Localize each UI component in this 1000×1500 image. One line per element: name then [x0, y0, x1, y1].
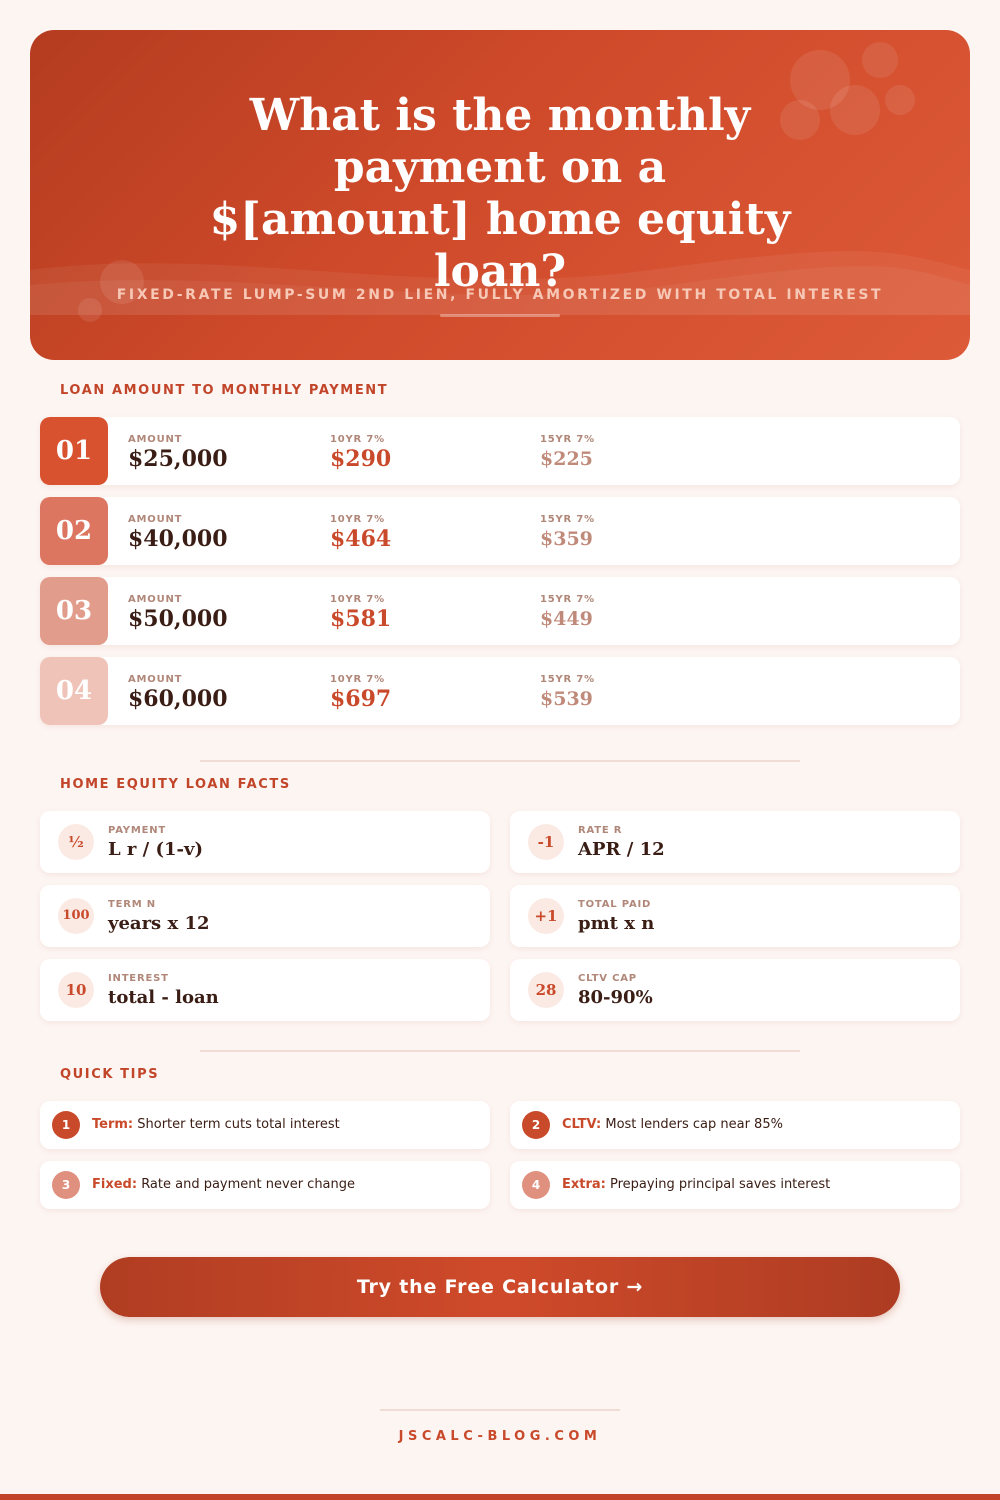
tip-number-badge: 2 [522, 1111, 550, 1139]
page-subtitle: FIXED-RATE LUMP-SUM 2ND LIEN, FULLY AMORTIZED WITH TOTAL INTEREST [116, 287, 884, 303]
tip-card [40, 1161, 490, 1209]
fact-value: years x 12 [108, 913, 210, 934]
fact-value: 80-90% [578, 987, 653, 1008]
payment-10yr-value: $697 [330, 686, 392, 712]
tip-text [92, 1101, 340, 1149]
payment-10yr-value: $290 [330, 446, 392, 472]
tip-key: Fixed: [92, 1177, 138, 1192]
tip-description: Prepaying principal saves interest [610, 1177, 831, 1192]
fact-label: INTEREST [108, 973, 169, 984]
tip-text [92, 1161, 355, 1209]
page-title: What is the monthly payment on a $[amount] home equity loan? [209, 90, 791, 297]
loan-section-label: LOAN AMOUNT TO MONTHLY PAYMENT [60, 383, 389, 398]
bottom-accent-bar [0, 1494, 1000, 1500]
payment-15yr-value: $449 [540, 608, 593, 630]
fact-label: PAYMENT [108, 825, 167, 836]
tip-number-badge: 1 [52, 1111, 80, 1139]
payment-10yr-value: $581 [330, 606, 392, 632]
tip-key: Extra: [562, 1177, 606, 1192]
payment-10yr-label: 10YR 7% [330, 514, 385, 525]
amount-label: AMOUNT [128, 674, 183, 685]
amount-value: $25,000 [128, 446, 228, 472]
row-number-badge: 01 [40, 417, 108, 485]
loan-row [40, 497, 960, 565]
row-number-badge: 04 [40, 657, 108, 725]
row-number-badge: 03 [40, 577, 108, 645]
section-divider [200, 1050, 800, 1052]
fact-label: RATE R [578, 825, 623, 836]
fact-badge: 10 [58, 972, 94, 1008]
tip-card [510, 1101, 960, 1149]
payment-15yr-label: 15YR 7% [540, 514, 595, 525]
tip-card [510, 1161, 960, 1209]
title-underline [440, 314, 560, 317]
amount-label: AMOUNT [128, 514, 183, 525]
fact-card [510, 959, 960, 1021]
fact-value: L r / (1-v) [108, 839, 204, 860]
loan-row [40, 417, 960, 485]
facts-section-label: HOME EQUITY LOAN FACTS [60, 777, 291, 792]
amount-value: $50,000 [128, 606, 228, 632]
tip-description: Shorter term cuts total interest [137, 1117, 340, 1132]
amount-label: AMOUNT [128, 594, 183, 605]
fact-card [40, 959, 490, 1021]
payment-10yr-value: $464 [330, 526, 392, 552]
payment-10yr-label: 10YR 7% [330, 434, 385, 445]
fact-badge: 28 [528, 972, 564, 1008]
tips-section-label: QUICK TIPS [60, 1067, 160, 1082]
tip-text [562, 1161, 830, 1209]
loan-row [40, 577, 960, 645]
fact-label: TOTAL PAID [578, 899, 652, 910]
fact-card [510, 811, 960, 873]
payment-15yr-value: $359 [540, 528, 593, 550]
payment-15yr-value: $539 [540, 688, 593, 710]
hero-banner [30, 30, 970, 360]
fact-value: pmt x n [578, 913, 655, 934]
amount-value: $60,000 [128, 686, 228, 712]
fact-badge: 100 [58, 898, 94, 934]
fact-label: CLTV CAP [578, 973, 637, 984]
fact-badge: +1 [528, 898, 564, 934]
amount-value: $40,000 [128, 526, 228, 552]
decorative-circle [862, 42, 898, 78]
payment-10yr-label: 10YR 7% [330, 674, 385, 685]
try-calculator-button[interactable]: Try the Free Calculator → [100, 1257, 900, 1317]
tip-text [562, 1101, 783, 1149]
payment-15yr-value: $225 [540, 448, 593, 470]
tip-card [40, 1101, 490, 1149]
fact-value: APR / 12 [578, 839, 665, 860]
payment-15yr-label: 15YR 7% [540, 434, 595, 445]
payment-10yr-label: 10YR 7% [330, 594, 385, 605]
fact-card [40, 885, 490, 947]
footer-divider [380, 1409, 620, 1411]
section-divider [200, 760, 800, 762]
fact-badge: -1 [528, 824, 564, 860]
fact-card [510, 885, 960, 947]
amount-label: AMOUNT [128, 434, 183, 445]
tip-description: Rate and payment never change [141, 1177, 356, 1192]
fact-value: total - loan [108, 987, 219, 1008]
footer-site-link[interactable]: JSCALC-BLOG.COM [398, 1429, 602, 1444]
loan-row [40, 657, 960, 725]
tip-number-badge: 4 [522, 1171, 550, 1199]
tip-key: Term: [92, 1117, 134, 1132]
fact-label: TERM N [108, 899, 156, 910]
tip-description: Most lenders cap near 85% [605, 1117, 783, 1132]
tip-number-badge: 3 [52, 1171, 80, 1199]
payment-15yr-label: 15YR 7% [540, 594, 595, 605]
tip-key: CLTV: [562, 1117, 602, 1132]
row-number-badge: 02 [40, 497, 108, 565]
fact-card [40, 811, 490, 873]
fact-badge: ½ [58, 824, 94, 860]
payment-15yr-label: 15YR 7% [540, 674, 595, 685]
